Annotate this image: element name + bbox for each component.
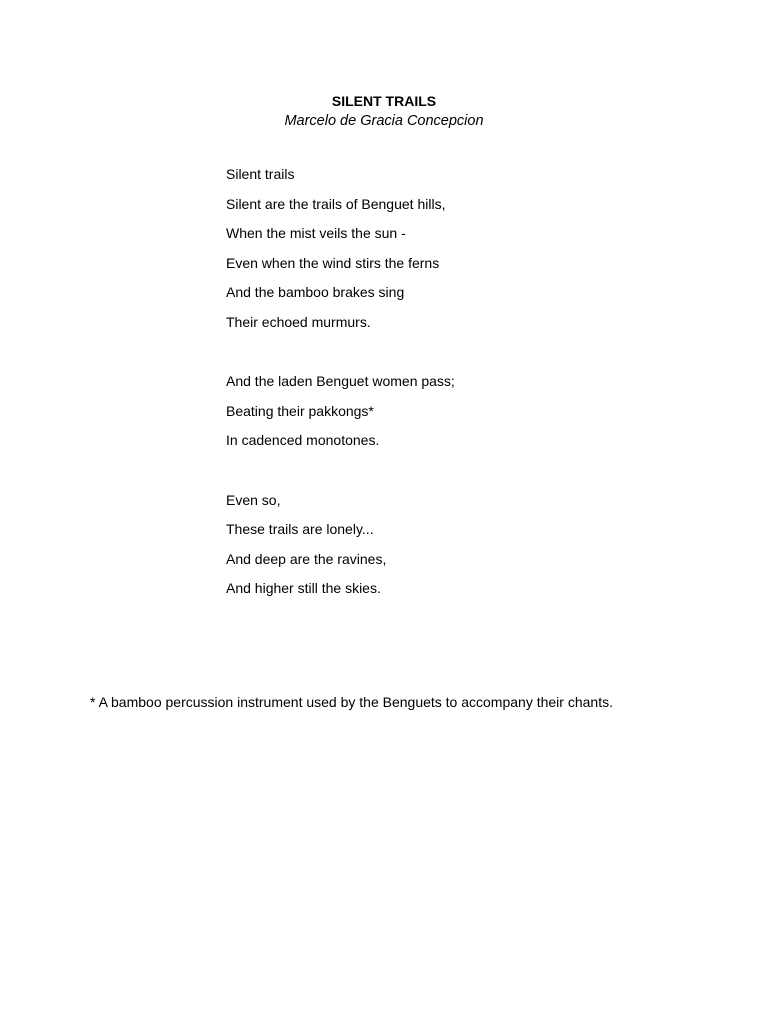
poem-line: When the mist veils the sun - bbox=[226, 225, 406, 242]
poem-line: And higher still the skies. bbox=[226, 580, 381, 597]
footnote: * A bamboo percussion instrument used by the Benguets to accompany their chants. bbox=[90, 694, 613, 710]
poem-line: And deep are the ravines, bbox=[226, 550, 387, 567]
poem-line: Even so, bbox=[226, 491, 281, 508]
poem-line: These trails are lonely... bbox=[226, 521, 374, 538]
poem-line: Silent are the trails of Benguet hills, bbox=[226, 195, 446, 212]
poem-line: Silent trails bbox=[226, 166, 295, 182]
stanza-1 bbox=[226, 160, 726, 338]
stanza-3 bbox=[226, 486, 726, 604]
poem-line: Even when the wind stirs the ferns bbox=[226, 254, 440, 271]
poem-line: And the bamboo brakes sing bbox=[226, 284, 405, 301]
poem-title: SILENT TRAILS bbox=[331, 93, 437, 109]
stanza-2 bbox=[226, 367, 726, 456]
poem-line: In cadenced monotones. bbox=[226, 432, 380, 449]
poem-line: Beating their pakkongs* bbox=[226, 402, 374, 419]
poem-author: Marcelo de Gracia Concepcion bbox=[284, 113, 484, 129]
poem-line: And the laden Benguet women pass; bbox=[226, 373, 455, 390]
poem-line: Their echoed murmurs. bbox=[226, 313, 371, 330]
poem-body bbox=[226, 160, 726, 634]
